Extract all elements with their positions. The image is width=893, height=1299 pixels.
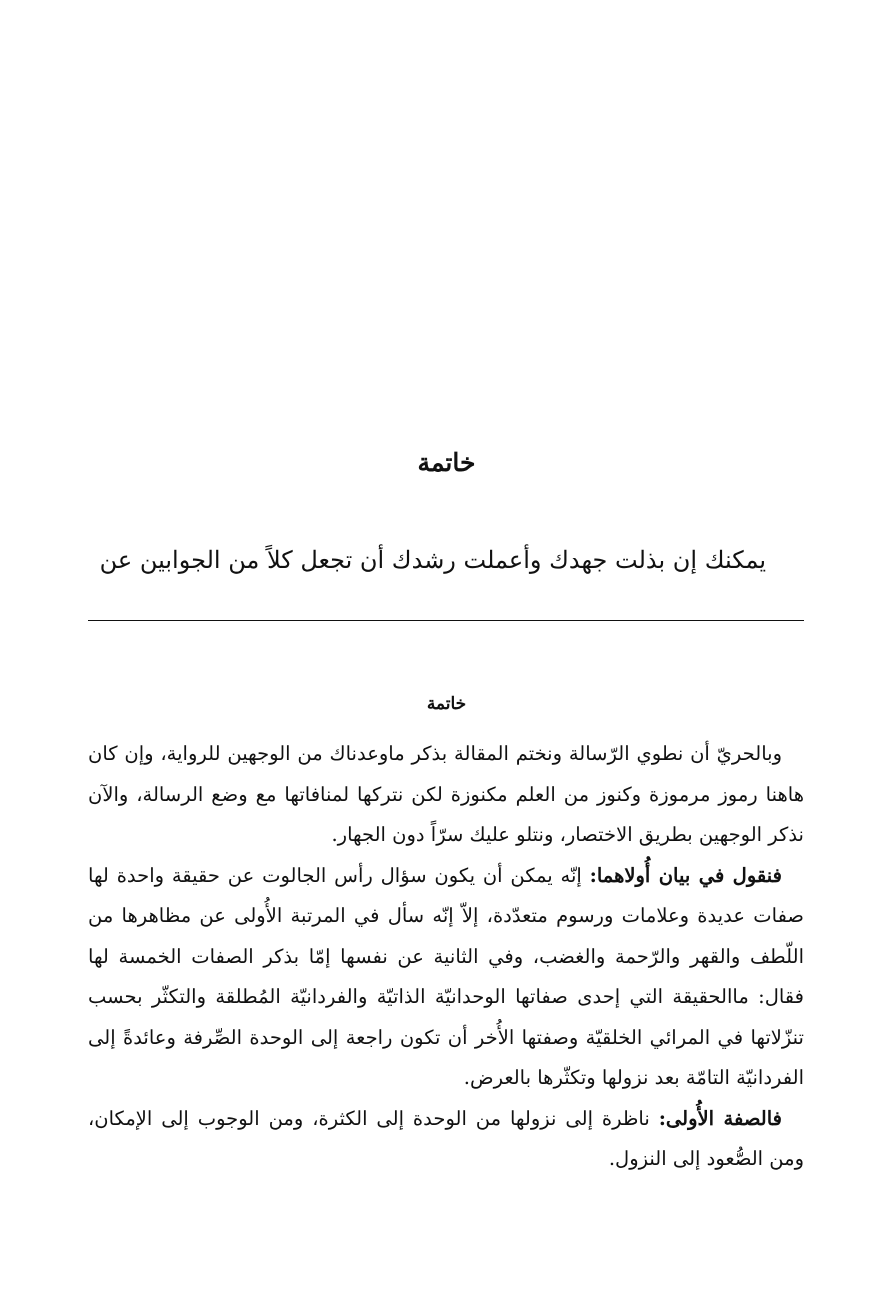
paragraph-3-text: ناظرة إلى نزولها من الوحدة إلى الكثرة، ومن الوجوب إلى الإمكان، ومن الصُّعود إلى النزول.: [88, 1106, 804, 1170]
paragraph-1-text: وبالحريّ أن نطوي الرّسالة ونختم المقالة بذكر ماوعدناك من الوجهين للرواية، وإن كان هاهنا رموز مرموزة وكنوز من العلم مكنوزة لكن نتركها لمنافاتها مع وضع الرسالة، والآن نذكر الوجهين بطريق الاختصار، ونتلو عليك سرّاً دون الجهار.: [88, 742, 804, 846]
paragraph-2-lead: فنقول في بيان أُولاهما:: [589, 863, 782, 887]
paragraph-3: [88, 1099, 804, 1180]
paragraph-3-lead: فالصفة الأُولى:: [658, 1106, 782, 1130]
paragraph-2-text: إنّه يمكن أن يكون سؤال رأس الجالوت عن حقيقة واحدة لها صفات عديدة وعلامات ورسوم متعدّدة، إلاّ إنّه سأل في المرتبة الأُولى عن مظاهرها من اللّطف والقهر والرّحمة والغضب، وفي الثانية عن نفسها إمّا بذكر الصفات الخمسة لها فقال: ماالحقيقة التي إحدى صفاتها الوحدانيّة الذاتيّة والفردانيّة المُطلقة والتكثّر بحسب تنزّلاتها في المرائي الخلقيّة وصفتها الأُخر أن تكون راجعة إلى الوحدة الصِّرفة وعائدةً إلى الفردانيّة التامّة بعد نزولها وتكثّرها بالعرض.: [88, 863, 804, 1089]
separator-rule: [88, 620, 804, 621]
intro-line: يمكنك إن بذلت جهدك وأعملت رشدك أن تجعل كلاً من الجوابين عن: [99, 546, 766, 574]
body-text: [88, 734, 804, 1180]
page-title: خاتمة: [417, 448, 476, 477]
paragraph-1: [88, 734, 804, 856]
paragraph-2: [88, 856, 804, 1099]
section-heading: خاتمة: [426, 694, 467, 714]
